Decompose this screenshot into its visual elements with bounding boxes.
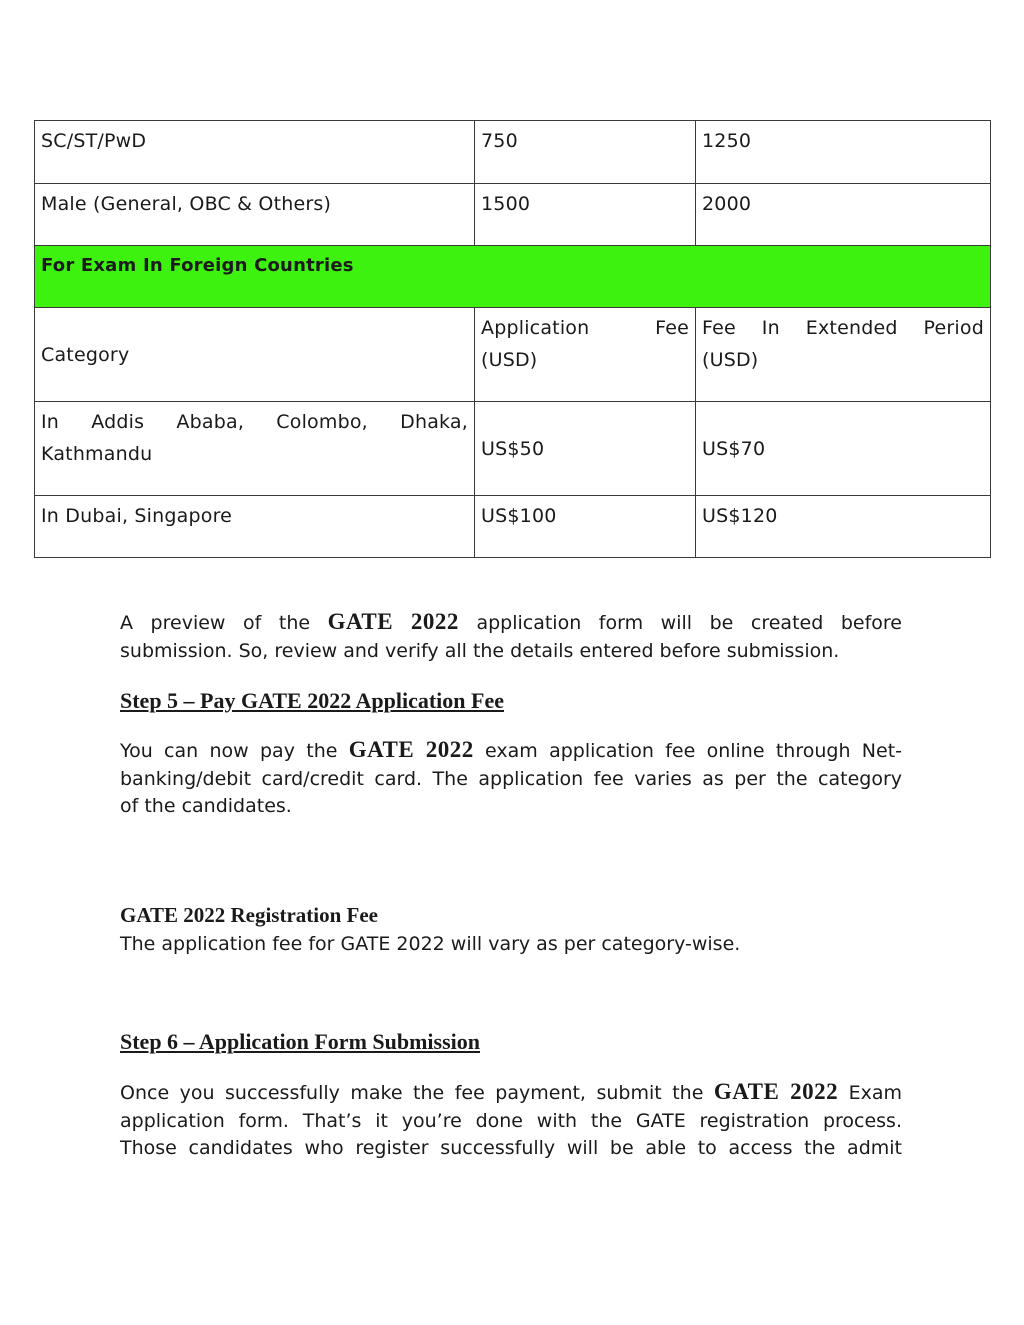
category-cell: In Dubai, Singapore	[35, 496, 475, 558]
paragraph-line: banking/debit card/credit card. The application fee varies as per the category	[120, 767, 902, 790]
section-header-row	[35, 246, 991, 308]
table-row	[35, 402, 991, 496]
category-cell	[35, 402, 475, 496]
text: Once you successfully make the fee payment, submit the	[120, 1082, 704, 1104]
application-fee-header	[475, 308, 696, 402]
column-header-row	[35, 308, 991, 402]
paragraph-line	[120, 736, 902, 766]
text: application form will be created before	[476, 612, 902, 634]
text: exam application fee online through Net-	[485, 740, 902, 762]
header-line: Application Fee	[481, 317, 689, 339]
text: A preview of the	[120, 612, 311, 634]
cell-line: Kathmandu	[41, 443, 153, 465]
table-row	[35, 496, 991, 558]
category-header: Category	[35, 308, 475, 402]
table-row	[35, 121, 991, 184]
text: You can now pay the	[120, 740, 338, 762]
registration-fee-text: The application fee for GATE 2022 will vary as per category-wise.	[120, 933, 741, 955]
header-line: (USD)	[702, 349, 759, 371]
registration-fee-heading: GATE 2022 Registration Fee	[120, 903, 378, 927]
fee-cell: 750	[475, 121, 696, 184]
category-cell: SC/ST/PwD	[35, 121, 475, 184]
extended-fee-cell: 1250	[696, 121, 991, 184]
step5-heading: Step 5 – Pay GATE 2022 Application Fee	[120, 688, 504, 713]
fee-cell: 1500	[475, 184, 696, 246]
text: Exam	[848, 1082, 902, 1104]
extended-fee-cell: 2000	[696, 184, 991, 246]
table-row	[35, 184, 991, 246]
step5-paragraph	[120, 736, 902, 821]
header-line: (USD)	[481, 349, 538, 371]
fee-cell: US$100	[475, 496, 696, 558]
paragraph-line	[120, 1078, 902, 1108]
category-cell: Male (General, OBC & Others)	[35, 184, 475, 246]
gate-2022-emphasis: GATE 2022	[327, 609, 459, 634]
step6-heading: Step 6 – Application Form Submission	[120, 1029, 481, 1054]
header-line: Fee In Extended Period	[702, 317, 984, 339]
gate-2022-emphasis: GATE 2022	[713, 1079, 839, 1104]
preview-paragraph	[120, 608, 902, 665]
extended-fee-header	[696, 308, 991, 402]
cell-line: In Addis Ababa, Colombo, Dhaka,	[41, 411, 468, 433]
fee-table	[34, 120, 991, 558]
paragraph-line	[120, 608, 902, 638]
step6-paragraph	[120, 1078, 902, 1163]
gate-2022-emphasis: GATE 2022	[348, 737, 474, 762]
fee-cell: US$50	[475, 402, 696, 496]
extended-fee-cell: US$70	[696, 402, 991, 496]
paragraph-line: application form. That’s it you’re done with the GATE registration process.	[120, 1109, 902, 1132]
section-header: For Exam In Foreign Countries	[35, 246, 991, 308]
paragraph-line: submission. So, review and verify all the details entered before submission.	[120, 639, 840, 662]
extended-fee-cell: US$120	[696, 496, 991, 558]
paragraph-line: Those candidates who register successfully will be able to access the admit	[120, 1137, 902, 1159]
paragraph-line: of the candidates.	[120, 795, 292, 817]
